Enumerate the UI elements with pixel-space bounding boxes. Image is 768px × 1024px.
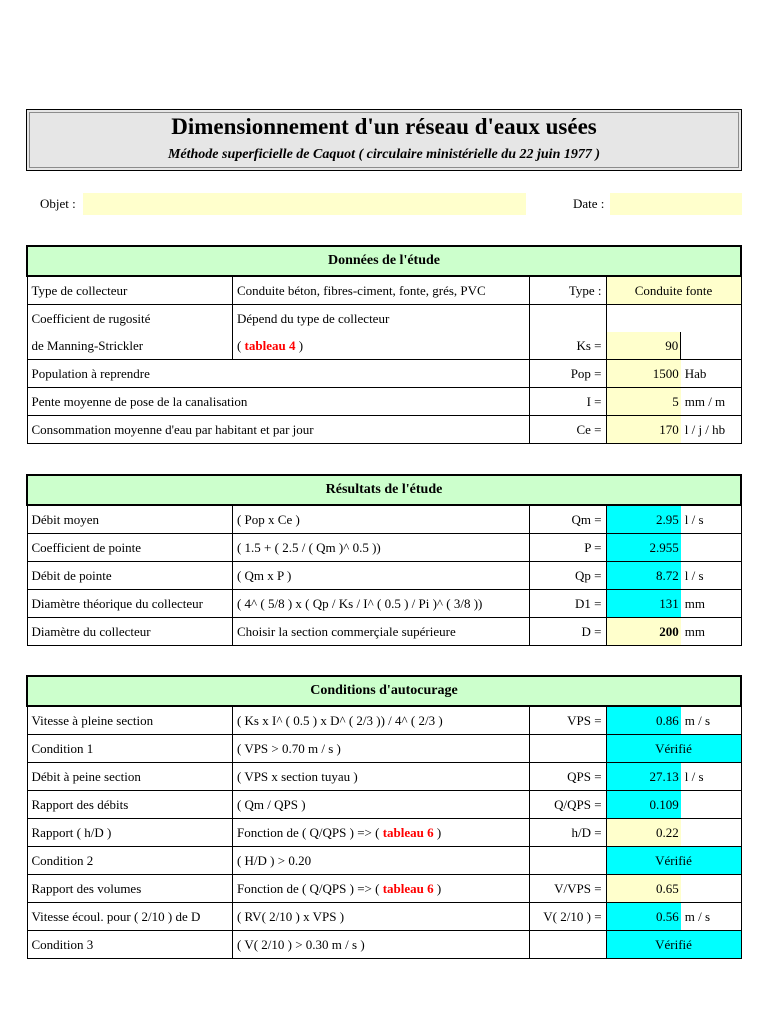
resultats-title: Résultats de l'étude (27, 475, 741, 505)
tableau-4-ref: tableau 4 (244, 337, 296, 353)
table-row (27, 360, 741, 388)
row-formula: ( Ks x I^ ( 0.5 ) x D^ ( 2/3 )) / 4^ ( 2/3 ) (232, 706, 529, 735)
row-unit: mm (681, 618, 741, 646)
row-label: Diamètre théorique du collecteur (27, 590, 232, 618)
row-label: Rapport ( h/D ) (27, 819, 232, 847)
row-formula: ( H/D ) > 0.20 (232, 847, 529, 875)
row-unit: m / s (681, 706, 741, 735)
donnees-table (26, 245, 742, 444)
row-symbol: D = (529, 618, 606, 646)
table-row (27, 819, 741, 847)
row-unit: m / s (681, 903, 741, 931)
table-row (27, 618, 741, 646)
row-symbol: Qp = (529, 562, 606, 590)
row-value: 27.13 (607, 763, 681, 790)
row-unit: l / s (681, 505, 741, 534)
row-label: Diamètre du collecteur (27, 618, 232, 646)
row-symbol (529, 847, 606, 875)
table-row (27, 332, 741, 360)
row-unit (681, 819, 741, 847)
table-row (27, 416, 741, 444)
page-subtitle: Méthode superficielle de Caquot ( circulaire ministérielle du 22 juin 1977 ) (167, 147, 601, 162)
pente-value[interactable]: 5 (607, 388, 681, 415)
table-row (27, 875, 741, 903)
table-row (27, 735, 741, 763)
row-description: ( tableau 4 ) (232, 332, 529, 360)
row-label: Consommation moyenne d'eau par habitant et par jour (27, 416, 529, 444)
row-symbol: h/D = (529, 819, 606, 847)
row-description: Conduite béton, fibres-ciment, fonte, grés, PVC (232, 276, 529, 305)
row-label: Type de collecteur (27, 276, 232, 305)
row-value: 8.72 (607, 562, 681, 589)
row-formula: ( 1.5 + ( 2.5 / ( Qm )^ 0.5 )) (232, 534, 529, 562)
table-row (27, 388, 741, 416)
row-unit (681, 875, 741, 903)
row-label: Condition 3 (27, 931, 232, 959)
row-value: 200 (607, 618, 681, 645)
row-symbol: P = (529, 534, 606, 562)
tableau-6-ref: tableau 6 (382, 880, 434, 896)
row-formula: Fonction de ( Q/QPS ) => ( tableau 6 ) (232, 875, 529, 903)
row-unit: mm / m (681, 388, 741, 416)
row-value: 2.95 (607, 506, 681, 533)
resultats-table (26, 474, 742, 646)
collector-type-value[interactable]: Conduite fonte (606, 276, 741, 305)
table-row (27, 590, 741, 618)
row-unit (681, 534, 741, 562)
table-row (27, 706, 741, 735)
row-formula: ( V( 2/10 ) > 0.30 m / s ) (232, 931, 529, 959)
row-symbol: Ce = (529, 416, 606, 444)
row-symbol: VPS = (529, 706, 606, 735)
row-formula: ( Qm x P ) (232, 562, 529, 590)
table-row (27, 534, 741, 562)
row-label: Débit moyen (27, 505, 232, 534)
row-unit: Hab (681, 360, 741, 388)
title-box (26, 109, 742, 171)
table-row (27, 791, 741, 819)
row-unit: mm (681, 590, 741, 618)
row-description: Dépend du type de collecteur (232, 305, 529, 333)
date-label: Date : (573, 196, 605, 211)
row-symbol (529, 735, 606, 763)
row-unit: l / s (681, 562, 741, 590)
row-label: Coefficient de pointe (27, 534, 232, 562)
row-label: Débit de pointe (27, 562, 232, 590)
population-value[interactable]: 1500 (607, 360, 681, 387)
autocurage-title: Conditions d'autocurage (27, 676, 741, 706)
row-formula: ( 4^ ( 5/8 ) x ( Qp / Ks / I^ ( 0.5 ) / Pi )^ ( 3/8 )) (232, 590, 529, 618)
row-formula: ( VPS x section tuyau ) (232, 763, 529, 791)
row-unit: l / s (681, 763, 741, 791)
row-value: 0.56 (607, 903, 681, 930)
objet-label: Objet : (40, 196, 76, 211)
objet-field[interactable] (83, 193, 526, 215)
row-symbol: V/VPS = (529, 875, 606, 903)
autocurage-table (26, 675, 742, 959)
ks-value[interactable]: 90 (607, 332, 681, 359)
row-formula: ( RV( 2/10 ) x VPS ) (232, 903, 529, 931)
condition-status: Vérifié (606, 931, 741, 959)
tableau-6-ref: tableau 6 (382, 824, 434, 840)
consommation-value[interactable]: 170 (607, 416, 681, 443)
table-row (27, 903, 741, 931)
row-label: Population à reprendre (27, 360, 529, 388)
row-symbol: Qm = (529, 505, 606, 534)
row-unit: l / j / hb (681, 416, 741, 444)
row-value: 0.65 (607, 875, 681, 902)
table-row (27, 562, 741, 590)
table-row (27, 931, 741, 959)
row-symbol: D1 = (529, 590, 606, 618)
row-label: Débit à peine section (27, 763, 232, 791)
date-field[interactable] (610, 193, 742, 215)
table-row (27, 305, 741, 333)
row-label: Rapport des débits (27, 791, 232, 819)
row-value: 0.109 (607, 791, 681, 818)
row-formula: ( VPS > 0.70 m / s ) (232, 735, 529, 763)
row-value: 2.955 (607, 534, 681, 561)
row-formula: Choisir la section commerçiale supérieure (232, 618, 529, 646)
row-symbol: I = (529, 388, 606, 416)
row-label: Vitesse écoul. pour ( 2/10 ) de D (27, 903, 232, 931)
donnees-title: Données de l'étude (27, 246, 741, 276)
table-row (27, 505, 741, 534)
row-label: Coefficient de rugosité (27, 305, 232, 333)
row-symbol: V( 2/10 ) = (529, 903, 606, 931)
row-label: Condition 2 (27, 847, 232, 875)
row-label: Rapport des volumes (27, 875, 232, 903)
table-row (27, 276, 741, 305)
table-row (27, 763, 741, 791)
row-value: 0.86 (607, 707, 681, 734)
row-symbol: Type : (529, 276, 606, 305)
condition-status: Vérifié (606, 735, 741, 763)
page-title: Dimensionnement d'un réseau d'eaux usées (171, 114, 597, 139)
row-symbol: QPS = (529, 763, 606, 791)
table-row (27, 847, 741, 875)
row-formula: ( Pop x Ce ) (232, 505, 529, 534)
row-symbol: Ks = (529, 332, 606, 360)
row-formula: ( Qm / QPS ) (232, 791, 529, 819)
row-value: 131 (607, 590, 681, 617)
row-symbol (529, 931, 606, 959)
row-unit (681, 791, 741, 819)
row-symbol: Pop = (529, 360, 606, 388)
condition-status: Vérifié (606, 847, 741, 875)
row-label: de Manning-Strickler (27, 332, 232, 360)
row-label: Pente moyenne de pose de la canalisation (27, 388, 529, 416)
row-symbol: Q/QPS = (529, 791, 606, 819)
row-label: Vitesse à pleine section (27, 706, 232, 735)
row-formula: Fonction de ( Q/QPS ) => ( tableau 6 ) (232, 819, 529, 847)
row-label: Condition 1 (27, 735, 232, 763)
row-value: 0.22 (607, 819, 681, 846)
